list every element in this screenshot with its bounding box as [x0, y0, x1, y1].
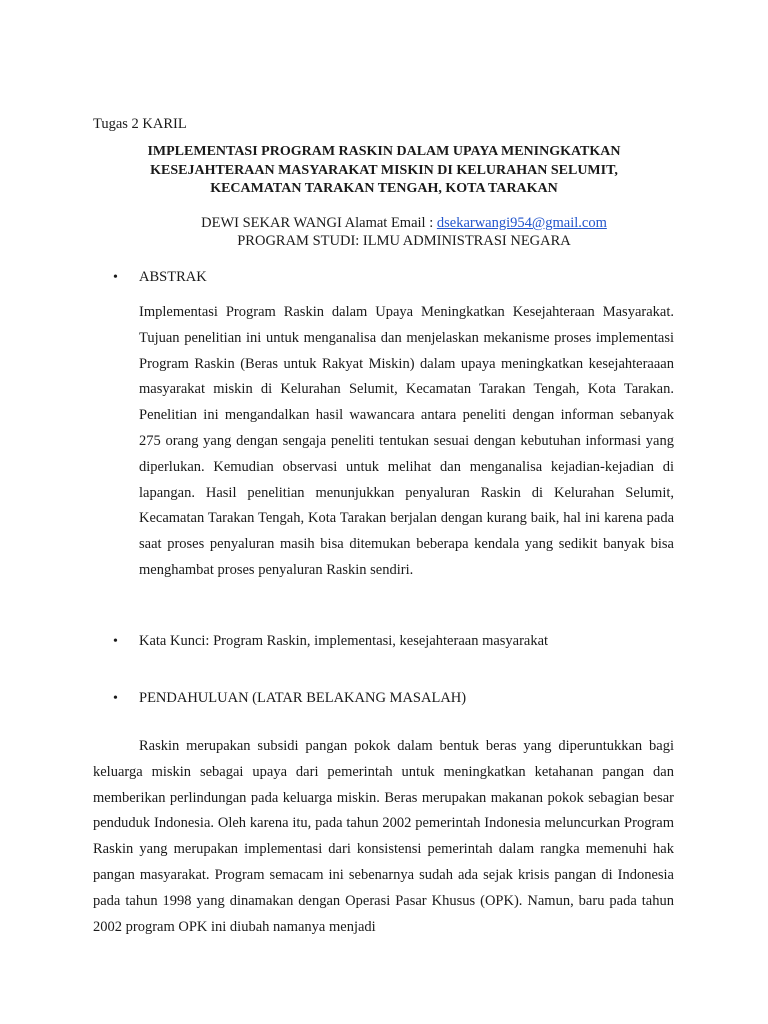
keywords-text: Kata Kunci: Program Raskin, implementasi, kesejahteraan masyarakat — [139, 633, 549, 649]
abstract-heading: ABSTRAK — [139, 269, 207, 285]
document-title: IMPLEMENTASI PROGRAM RASKIN DALAM UPAYA MENINGKATKAN KESEJAHTERAAN MASYARAKAT MISKIN DI KELURAHAN SELUMIT, KECAMATAN TARAKAN TENGAH, KOTA TARAKAN — [147, 144, 621, 196]
keywords-row — [113, 632, 548, 651]
email-link[interactable]: dsekarwangi954@gmail.com — [436, 215, 607, 231]
author-name-label: DEWI SEKAR WANGI Alamat Email : — [201, 215, 437, 231]
abstract-heading-row — [113, 268, 207, 287]
task-label: Tugas 2 KARIL — [93, 116, 187, 132]
intro-paragraph: Raskin merupakan subsidi pangan pokok dalam bentuk beras yang diperuntukkan bagi keluarga miskin sebagai upaya dari pemerintah untuk meningkatkan ketahanan pangan dan memberikan perlindungan pada keluarga miskin. Beras merupakan makanan pokok sebagian besar penduduk Indonesia. Oleh karena itu, pada tahun 2002 pemerintah Indonesia meluncurkan Program Raskin yang merupakan implementasi dari konsistensi pemerintah dalam rangka memenuhi hak pangan masyarakat. Program semacam ini sebenarnya sudah ada sejak krisis pangan di Indonesia pada tahun 1998 yang dinamakan dengan Operasi Pasar Khusus (OPK). Namun, baru pada tahun 2002 program OPK ini diubah namanya menjadi — [93, 738, 674, 935]
author-line — [100, 214, 708, 232]
author-block — [100, 214, 708, 250]
study-program: PROGRAM STUDI: ILMU ADMINISTRASI NEGARA — [237, 233, 571, 249]
bullet-icon: • — [113, 691, 118, 706]
bullet-icon: • — [113, 270, 118, 285]
bullet-icon: • — [113, 634, 118, 649]
abstract-paragraph: Implementasi Program Raskin dalam Upaya Meningkatkan Kesejahteraan Masyarakat. Tujuan penelitian ini untuk menganalisa dan menjelaskan mekanisme proses implementasi Program Raskin (Beras untuk Rakyat Miskin) dalam upaya meningkatkan kesejahteraaan masyarakat miskin di Kelurahan Selumit, Kecamatan Tarakan Tengah, Kota Tarakan. Penelitian ini mengandalkan hasil wawancara antara peneliti dengan informan sebanyak 275 orang yang dengan sengaja peneliti tentukan sesuai dengan kebutuhan informasi yang diperlukan. Kemudian observasi untuk melihat dan menganalisa kejadian-kejadian di lapangan. Hasil penelitian menunjukkan penyaluran Raskin di Kelurahan Selumit, Kecamatan Tarakan Tengah, Kota Tarakan berjalan dengan kurang baik, hal ini karena pada saat proses penyaluran masih bisa ditemukan beberapa kendala yang sedikit banyak bisa menghambat proses penyaluran Raskin sendiri. — [139, 304, 674, 578]
intro-heading-row — [113, 689, 466, 708]
intro-heading: PENDAHULUAN (LATAR BELAKANG MASALAH) — [139, 690, 467, 706]
